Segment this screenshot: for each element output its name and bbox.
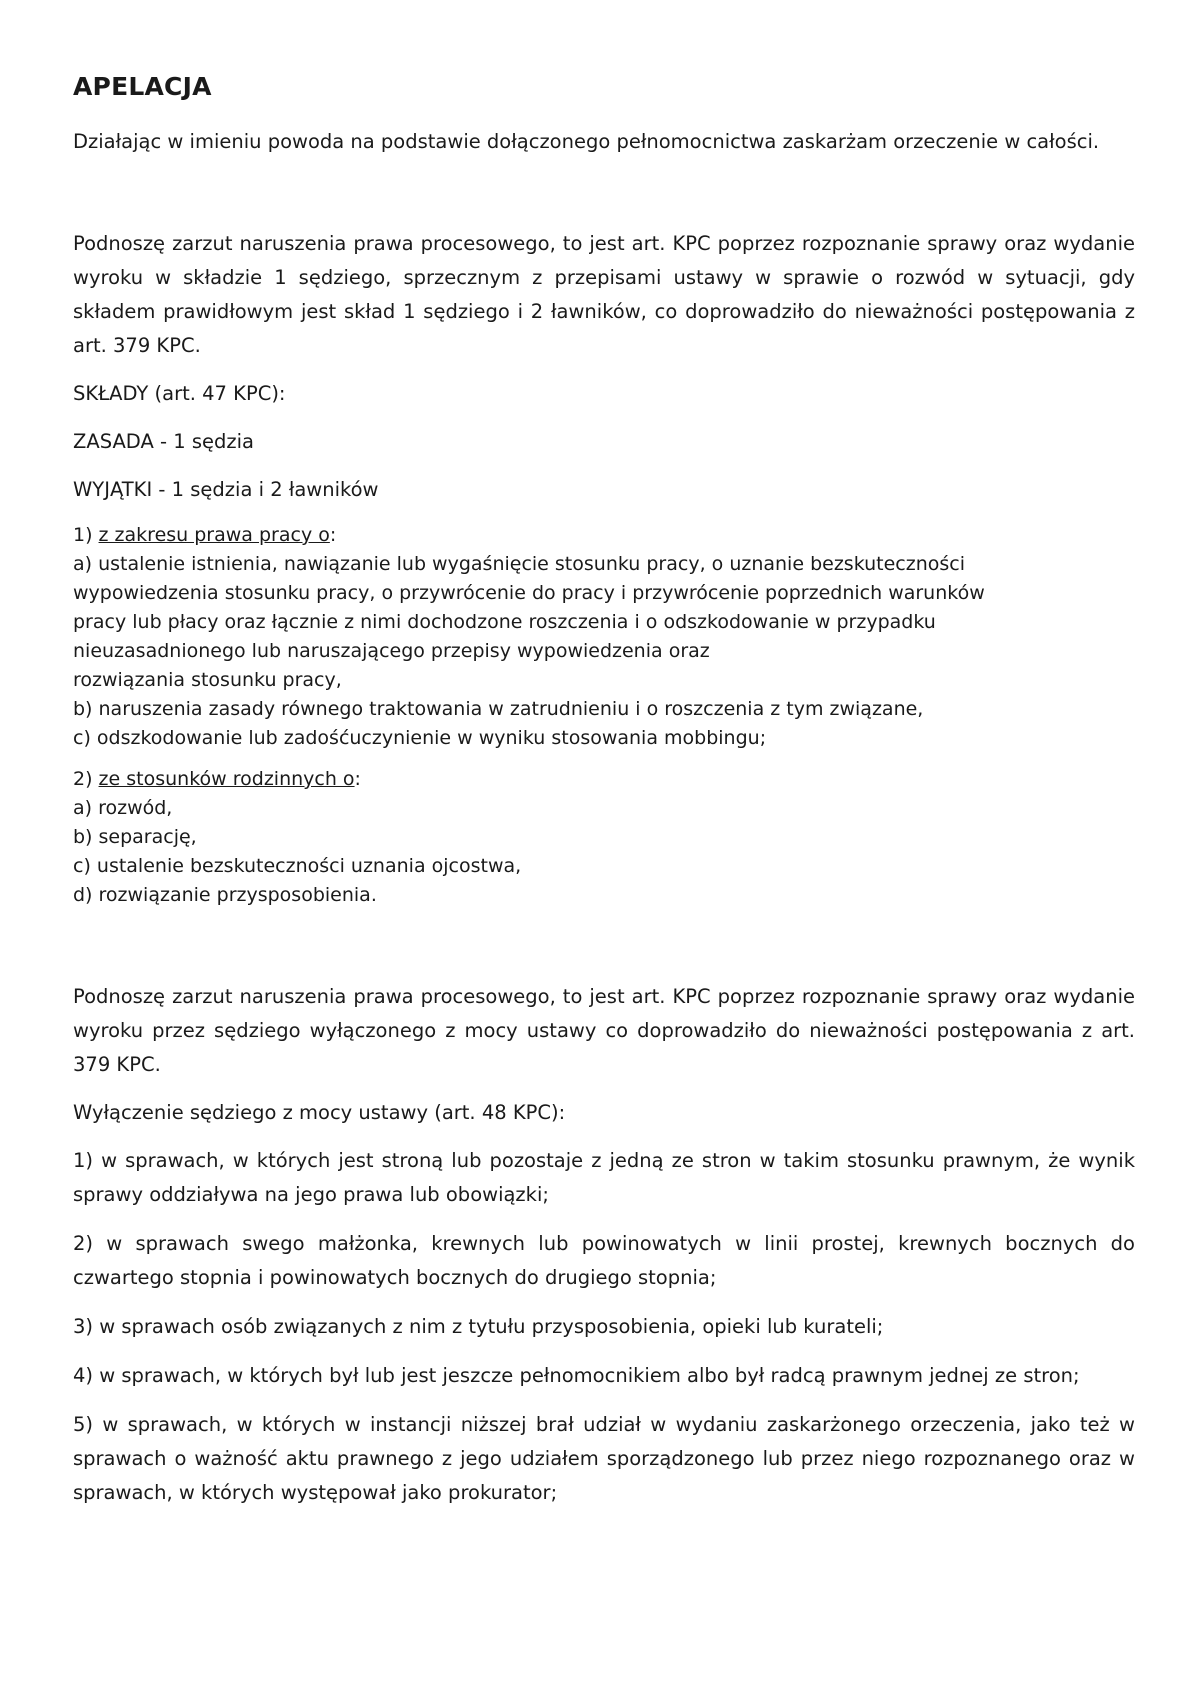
group1-line: c) odszkodowanie lub zadośćuczynienie w wyniku stosowania mobbingu; bbox=[73, 727, 767, 749]
section1-claim: Podnoszę zarzut naruszenia prawa procesowego, to jest art. KPC poprzez rozpoznanie sprawy oraz wydanie wyroku w składzie 1 sędziego, sprzecznym z przepisami ustawy w sprawie o rozwód w sytuacji, gdy składem prawidłowym jest skład 1 sędziego i 2 ławników, co doprowadziło do nieważności postępowania z art. 379 KPC. bbox=[73, 232, 1135, 357]
group2-prefix: 2) bbox=[73, 768, 99, 790]
intro-paragraph: Działając w imieniu powoda na podstawie dołączonego pełnomocnictwa zaskarżam orzeczenie w całości. bbox=[73, 130, 1100, 153]
group1-line: wypowiedzenia stosunku pracy, o przywrócenie do pracy i przywrócenie poprzednich warunków bbox=[73, 582, 985, 604]
group2-line: b) separację, bbox=[73, 826, 197, 848]
group1-block bbox=[73, 521, 1135, 753]
group2-block bbox=[73, 765, 1135, 910]
group1-line: b) naruszenia zasady równego traktowania w zatrudnieniu i o roszczenia z tym związane, bbox=[73, 698, 924, 720]
exclusion-item: 1) w sprawach, w których jest stroną lub pozostaje z jedną ze stron w takim stosunku prawnym, że wynik sprawy oddziaływa na jego prawa lub obowiązki; bbox=[73, 1149, 1135, 1206]
spacer bbox=[73, 922, 1135, 980]
exclusion-item: 4) w sprawach, w których był lub jest jeszcze pełnomocnikiem albo był radcą prawnym jednej ze stron; bbox=[73, 1364, 1080, 1387]
group2-heading bbox=[73, 765, 1135, 794]
group1-line: rozwiązania stosunku pracy, bbox=[73, 669, 342, 691]
document-title: APELACJA bbox=[73, 72, 212, 101]
group2-line: c) ustalenie bezskuteczności uznania ojcostwa, bbox=[73, 855, 522, 877]
document-page bbox=[73, 72, 1135, 1525]
group1-line: a) ustalenie istnienia, nawiązanie lub wygaśnięcie stosunku pracy, o uznanie bezskuteczności bbox=[73, 553, 965, 575]
exclusion-item: 2) w sprawach swego małżonka, krewnych lub powinowatych w linii prostej, krewnych bocznych do czwartego stopnia i powinowatych bocznych do drugiego stopnia; bbox=[73, 1232, 1135, 1289]
group1-line: nieuzasadnionego lub naruszającego przepisy wypowiedzenia oraz bbox=[73, 640, 710, 662]
group2-line: a) rozwód, bbox=[73, 797, 173, 819]
group1-suffix: : bbox=[329, 524, 337, 546]
zasada-line: ZASADA - 1 sędzia bbox=[73, 430, 254, 453]
wyjatki-line: WYJĄTKI - 1 sędzia i 2 ławników bbox=[73, 478, 379, 501]
spacer bbox=[73, 173, 1135, 227]
group1-underlined: z zakresu prawa pracy o bbox=[98, 524, 330, 546]
group1-heading bbox=[73, 521, 1135, 550]
exclusion-item: 3) w sprawach osób związanych z nim z tytułu przysposobienia, opieki lub kurateli; bbox=[73, 1315, 884, 1338]
group2-line: d) rozwiązanie przysposobienia. bbox=[73, 884, 377, 906]
group2-underlined: ze stosunków rodzinnych o bbox=[98, 768, 355, 790]
section2-heading: Wyłączenie sędziego z mocy ustawy (art. 48 KPC): bbox=[73, 1101, 566, 1124]
group2-suffix: : bbox=[354, 768, 361, 790]
group1-prefix: 1) bbox=[73, 524, 99, 546]
exclusion-item: 5) w sprawach, w których w instancji niższej brał udział w wydaniu zaskarżonego orzeczenia, jako też w sprawach o ważność aktu prawnego z jego udziałem sporządzonego lub przez niego rozpoznanego oraz w sprawach, w których występował jako prokurator; bbox=[73, 1413, 1135, 1504]
group1-line: pracy lub płacy oraz łącznie z nimi dochodzone roszczenia i o odszkodowanie w przypadku bbox=[73, 611, 936, 633]
sklady-heading: SKŁADY (art. 47 KPC): bbox=[73, 382, 286, 405]
section2-claim: Podnoszę zarzut naruszenia prawa procesowego, to jest art. KPC poprzez rozpoznanie sprawy oraz wydanie wyroku przez sędziego wyłączonego z mocy ustawy co doprowadziło do nieważności postępowania z art. 379 KPC. bbox=[73, 985, 1135, 1076]
